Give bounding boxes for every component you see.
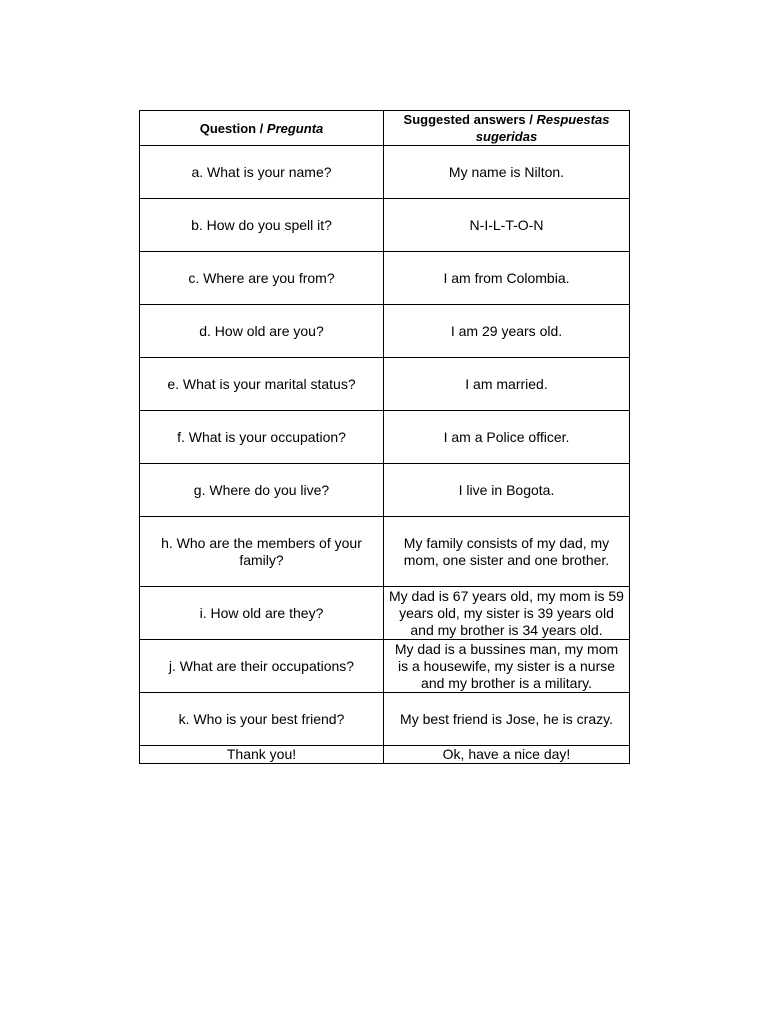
answer-cell: I live in Bogota.	[384, 464, 630, 517]
table-row	[140, 640, 630, 693]
answer-cell: My dad is a bussines man, my mom is a housewife, my sister is a nurse and my brother is a military.	[384, 640, 630, 693]
question-cell: k. Who is your best friend?	[140, 693, 384, 746]
question-cell: j. What are their occupations?	[140, 640, 384, 693]
table-row	[140, 411, 630, 464]
table-row	[140, 358, 630, 411]
question-cell: f. What is your occupation?	[140, 411, 384, 464]
answer-cell: I am married.	[384, 358, 630, 411]
table-row	[140, 693, 630, 746]
question-cell: c. Where are you from?	[140, 252, 384, 305]
answer-cell: I am a Police officer.	[384, 411, 630, 464]
question-cell: g. Where do you live?	[140, 464, 384, 517]
question-header-label-es: Pregunta	[266, 120, 324, 136]
table-row	[140, 252, 630, 305]
question-cell: b. How do you spell it?	[140, 199, 384, 252]
table-row	[140, 199, 630, 252]
table-row	[140, 587, 630, 640]
answer-cell: Ok, have a nice day!	[384, 746, 630, 764]
answer-cell: N-I-L-T-O-N	[384, 199, 630, 252]
question-cell: Thank you!	[140, 746, 384, 764]
question-cell: d. How old are you?	[140, 305, 384, 358]
table-row	[140, 146, 630, 199]
answer-cell: My family consists of my dad, my mom, one sister and one brother.	[384, 517, 630, 587]
answer-cell: I am from Colombia.	[384, 252, 630, 305]
table-row	[140, 464, 630, 517]
question-cell: a. What is your name?	[140, 146, 384, 199]
question-header	[140, 111, 384, 146]
question-header-label: Question /	[199, 120, 267, 136]
question-cell: h. Who are the members of your family?	[140, 517, 384, 587]
answer-cell: My name is Nilton.	[384, 146, 630, 199]
answer-header-label: Suggested answers /	[403, 112, 537, 127]
table-row	[140, 305, 630, 358]
answer-header	[384, 111, 630, 146]
question-cell: e. What is your marital status?	[140, 358, 384, 411]
table-row	[140, 746, 630, 764]
table-row	[140, 517, 630, 587]
answer-cell: My best friend is Jose, he is crazy.	[384, 693, 630, 746]
answer-cell: My dad is 67 years old, my mom is 59 years old, my sister is 39 years old and my brother is 34 years old.	[384, 587, 630, 640]
question-cell: i. How old are they?	[140, 587, 384, 640]
answer-header-label-es: Respuestas sugeridas	[475, 112, 610, 144]
qa-table	[139, 110, 630, 764]
answer-cell: I am 29 years old.	[384, 305, 630, 358]
table-header-row	[140, 111, 630, 146]
